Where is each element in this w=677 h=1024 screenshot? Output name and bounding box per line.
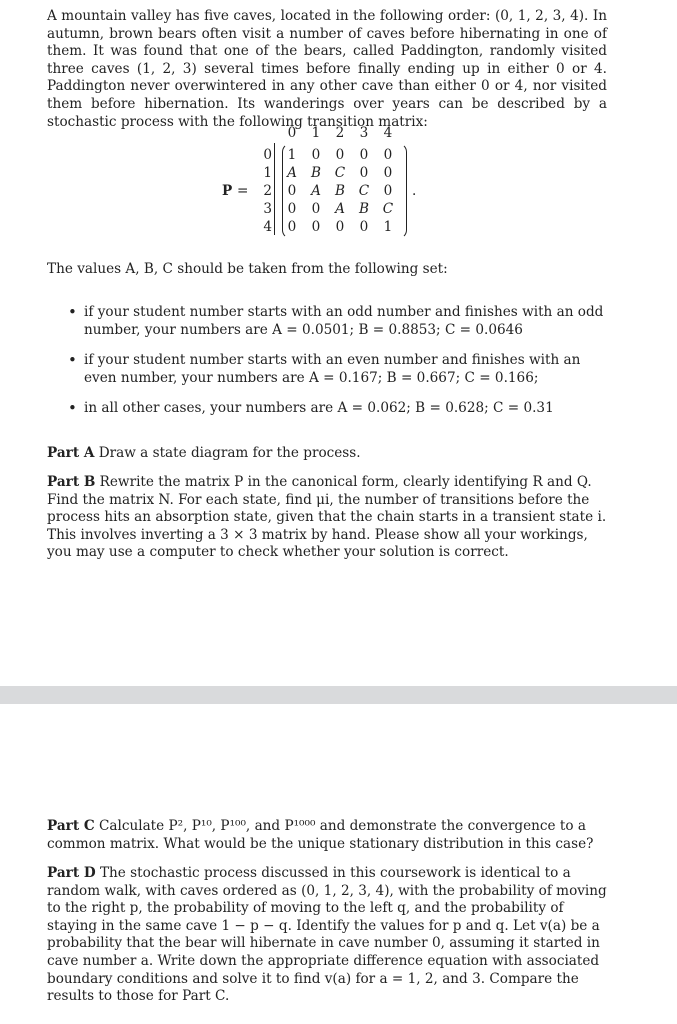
matrix-cell: C [358, 183, 370, 199]
matrix-divider [274, 143, 275, 235]
matrix-label: P = [222, 183, 249, 199]
intro-paragraph: A mountain valley has five caves, located in the following order: (0, 1, 2, 3, 4). In autumn, brown bears often visit a number of caves before hibernating in one of them. It was found that one of the bears, called Paddington, randomly visited three caves (1, 2, 3) several times before finally ending up in either 0 or 4. Paddington never overwintered in any other cave than either 0 or 4, nor visited them before hibernation. Its wanderings over years can be described by a stochastic process with the following transition matrix: [47, 8, 607, 130]
matrix-right-paren [398, 143, 407, 239]
col-header: 0 [287, 125, 297, 141]
matrix-cell: B [335, 183, 345, 199]
matrix-period: . [412, 183, 417, 199]
page-separator [0, 686, 677, 704]
matrix-cell: 0 [359, 219, 369, 235]
page-bottom [0, 704, 677, 1024]
matrix-cell: 0 [311, 147, 321, 163]
matrix-cell: B [359, 201, 369, 217]
part-a-text: Draw a state diagram for the process. [98, 445, 361, 461]
part-d-heading: Part D [47, 865, 96, 881]
part-b-heading: Part B [47, 474, 96, 490]
matrix-cell: A [287, 165, 297, 181]
matrix-cell: 0 [335, 147, 345, 163]
matrix-cell: 0 [311, 201, 321, 217]
matrix-cell: 0 [359, 165, 369, 181]
matrix-cell: 0 [335, 219, 345, 235]
part-b [47, 474, 607, 562]
matrix-cell: A [311, 183, 321, 199]
matrix-cell: 0 [383, 183, 393, 199]
list-item: • in all other cases, your numbers are A = 0.062; B = 0.628; C = 0.31 [64, 400, 604, 418]
col-header: 2 [335, 125, 345, 141]
list-item: • if your student number starts with an even number and finishes with an even number, your numbers are A = 0.167; B = 0.667; C = 0.166; [64, 352, 604, 387]
col-header: 3 [359, 125, 369, 141]
matrix-cell: B [311, 165, 321, 181]
part-a-heading: Part A [47, 445, 95, 461]
col-header: 1 [311, 125, 321, 141]
row-label: 0 [263, 147, 272, 163]
matrix-cell: 0 [287, 183, 297, 199]
matrix-cell: 0 [287, 201, 297, 217]
matrix-cell: 0 [359, 147, 369, 163]
values-intro: The values A, B, C should be taken from the following set: [47, 261, 448, 277]
matrix-cell: 1 [383, 219, 393, 235]
part-c-heading: Part C [47, 818, 95, 834]
part-b-text: Rewrite the matrix P in the canonical form, clearly identifying R and Q. Find the matrix N. For each state, find μi, the number of transitions before the process hits an absorption state, given that the chain starts in a transient state i. This involves inverting a 3 × 3 matrix by hand. Please show all your workings, you may use a computer to check whether your solution is correct. [47, 474, 607, 561]
part-c-text: Calculate P², P¹⁰, P¹⁰⁰, and P¹⁰⁰⁰ and demonstrate the convergence to a common matrix. What would be the unique stationary distribution in this case? [47, 818, 594, 852]
part-c [47, 818, 607, 853]
matrix-cell: 0 [311, 219, 321, 235]
row-label: 1 [263, 165, 272, 181]
row-label: 2 [263, 183, 272, 199]
row-label: 3 [263, 201, 272, 217]
matrix-cell: C [334, 165, 346, 181]
matrix-cell: A [335, 201, 345, 217]
matrix-cell: 1 [287, 147, 297, 163]
row-label: 4 [263, 219, 272, 235]
matrix-cell: C [382, 201, 394, 217]
matrix-cell: 0 [383, 147, 393, 163]
matrix-cell: 0 [287, 219, 297, 235]
list-item: • if your student number starts with an odd number and finishes with an odd number, your numbers are A = 0.0501; B = 0.8853; C = 0.0646 [64, 304, 604, 339]
transition-matrix [222, 125, 432, 240]
matrix-cell: 0 [383, 165, 393, 181]
part-d-text: The stochastic process discussed in this coursework is identical to a random walk, with caves ordered as (0, 1, 2, 3, 4), with the probability of moving to the right p, the probability of moving to the left q, and the probability of staying in the same cave 1 − p − q. Identify the values for p and q. Let v(a) be a probability that the bear will hibernate in cave number 0, assuming it started in cave number a. Write down the appropriate difference equation with associated boundary conditions and solve it to find v(a) for a = 1, 2, and 3. Compare the results to those for Part C. [47, 865, 607, 1005]
part-a [47, 445, 607, 463]
col-header: 4 [383, 125, 393, 141]
part-d [47, 865, 607, 1006]
values-list [64, 304, 604, 431]
